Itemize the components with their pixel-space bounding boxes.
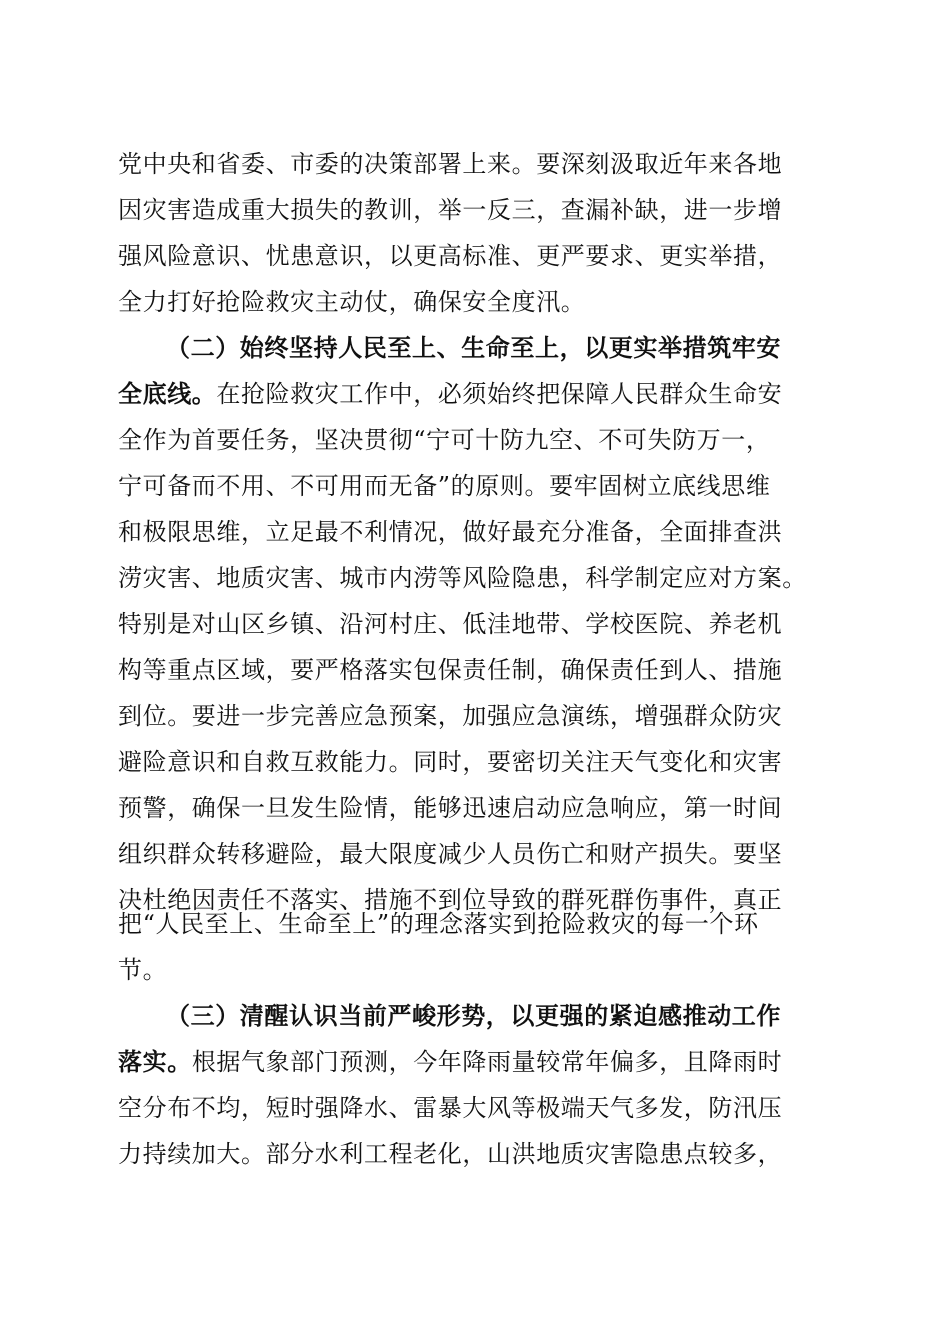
paragraph-2-line-9: 到位。要进一步完善应急预案，加强应急演练，增强群众防灾 bbox=[118, 702, 783, 730]
paragraph-2-line-11: 预警，确保一旦发生险情，能够迅速启动应急响应，第一时间 bbox=[118, 794, 783, 822]
paragraph-2-line-8: 构等重点区域，要严格落实包保责任制，确保责任到人、措施 bbox=[118, 656, 783, 684]
paragraph-2-line-4: 宁可备而不用、不可用而无备”的原则。要牢固树立底线思维 bbox=[118, 472, 771, 500]
paragraph-2-line-10: 避险意识和自救互救能力。同时，要密切关注天气变化和灾害 bbox=[118, 748, 783, 776]
paragraph-2-line-12: 组织群众转移避险，最大限度减少人员伤亡和财产损失。要坚 bbox=[118, 840, 783, 868]
paragraph-2-heading-end: 全底线。 bbox=[118, 379, 217, 408]
paragraph-2-line-3: 全作为首要任务，坚决贯彻“宁可十防九空、不可失防万一， bbox=[118, 426, 771, 454]
paragraph-2-line-2 bbox=[118, 378, 782, 410]
paragraph-2-line-15: 节。 bbox=[118, 956, 168, 984]
paragraph-2-line-14: 把“人民至上、生命至上”的理念落实到抢险救灾的每一个环 bbox=[118, 910, 759, 938]
paragraph-1-line-4: 全力打好抢险救灾主动仗，确保安全度汛。 bbox=[118, 288, 586, 316]
paragraph-2-line-13: 决杜绝因责任不落实、措施不到位导致的群死群伤事件，真正 bbox=[118, 886, 783, 914]
paragraph-3-line-2 bbox=[118, 1046, 782, 1078]
paragraph-2-line-7: 特别是对山区乡镇、沿河村庄、低洼地带、学校医院、养老机 bbox=[118, 610, 783, 638]
paragraph-2-line-5: 和极限思维，立足最不利情况，做好最充分准备，全面排查洪 bbox=[118, 518, 783, 546]
paragraph-3-line-4: 力持续加大。部分水利工程老化，山洪地质灾害隐患点较多， bbox=[118, 1140, 783, 1168]
paragraph-3-heading-end: 落实。 bbox=[118, 1047, 192, 1076]
paragraph-1-line-2: 因灾害造成重大损失的教训，举一反三，查漏补缺，进一步增 bbox=[118, 196, 783, 224]
paragraph-2-line-6: 涝灾害、地质灾害、城市内涝等风险隐患，科学制定应对方案。 bbox=[118, 564, 807, 592]
paragraph-3-line-3: 空分布不均，短时强降水、雷暴大风等极端天气多发，防汛压 bbox=[118, 1094, 783, 1122]
paragraph-2-line-2-text: 在抢险救灾工作中，必须始终把保障人民群众生命安 bbox=[216, 380, 783, 408]
paragraph-1-line-1: 党中央和省委、市委的决策部署上来。要深刻汲取近年来各地 bbox=[118, 150, 783, 178]
paragraph-3-heading: （三）清醒认识当前严峻形势，以更强的紧迫感推动工作 bbox=[166, 1001, 781, 1030]
paragraph-3-line-2-text: 根据气象部门预测，今年降雨量较常年偏多，且降雨时 bbox=[191, 1048, 783, 1076]
paragraph-1-line-3: 强风险意识、忧患意识，以更高标准、更严要求、更实举措， bbox=[118, 242, 783, 270]
paragraph-2-heading: （二）始终坚持人民至上、生命至上，以更实举措筑牢安 bbox=[166, 333, 781, 362]
